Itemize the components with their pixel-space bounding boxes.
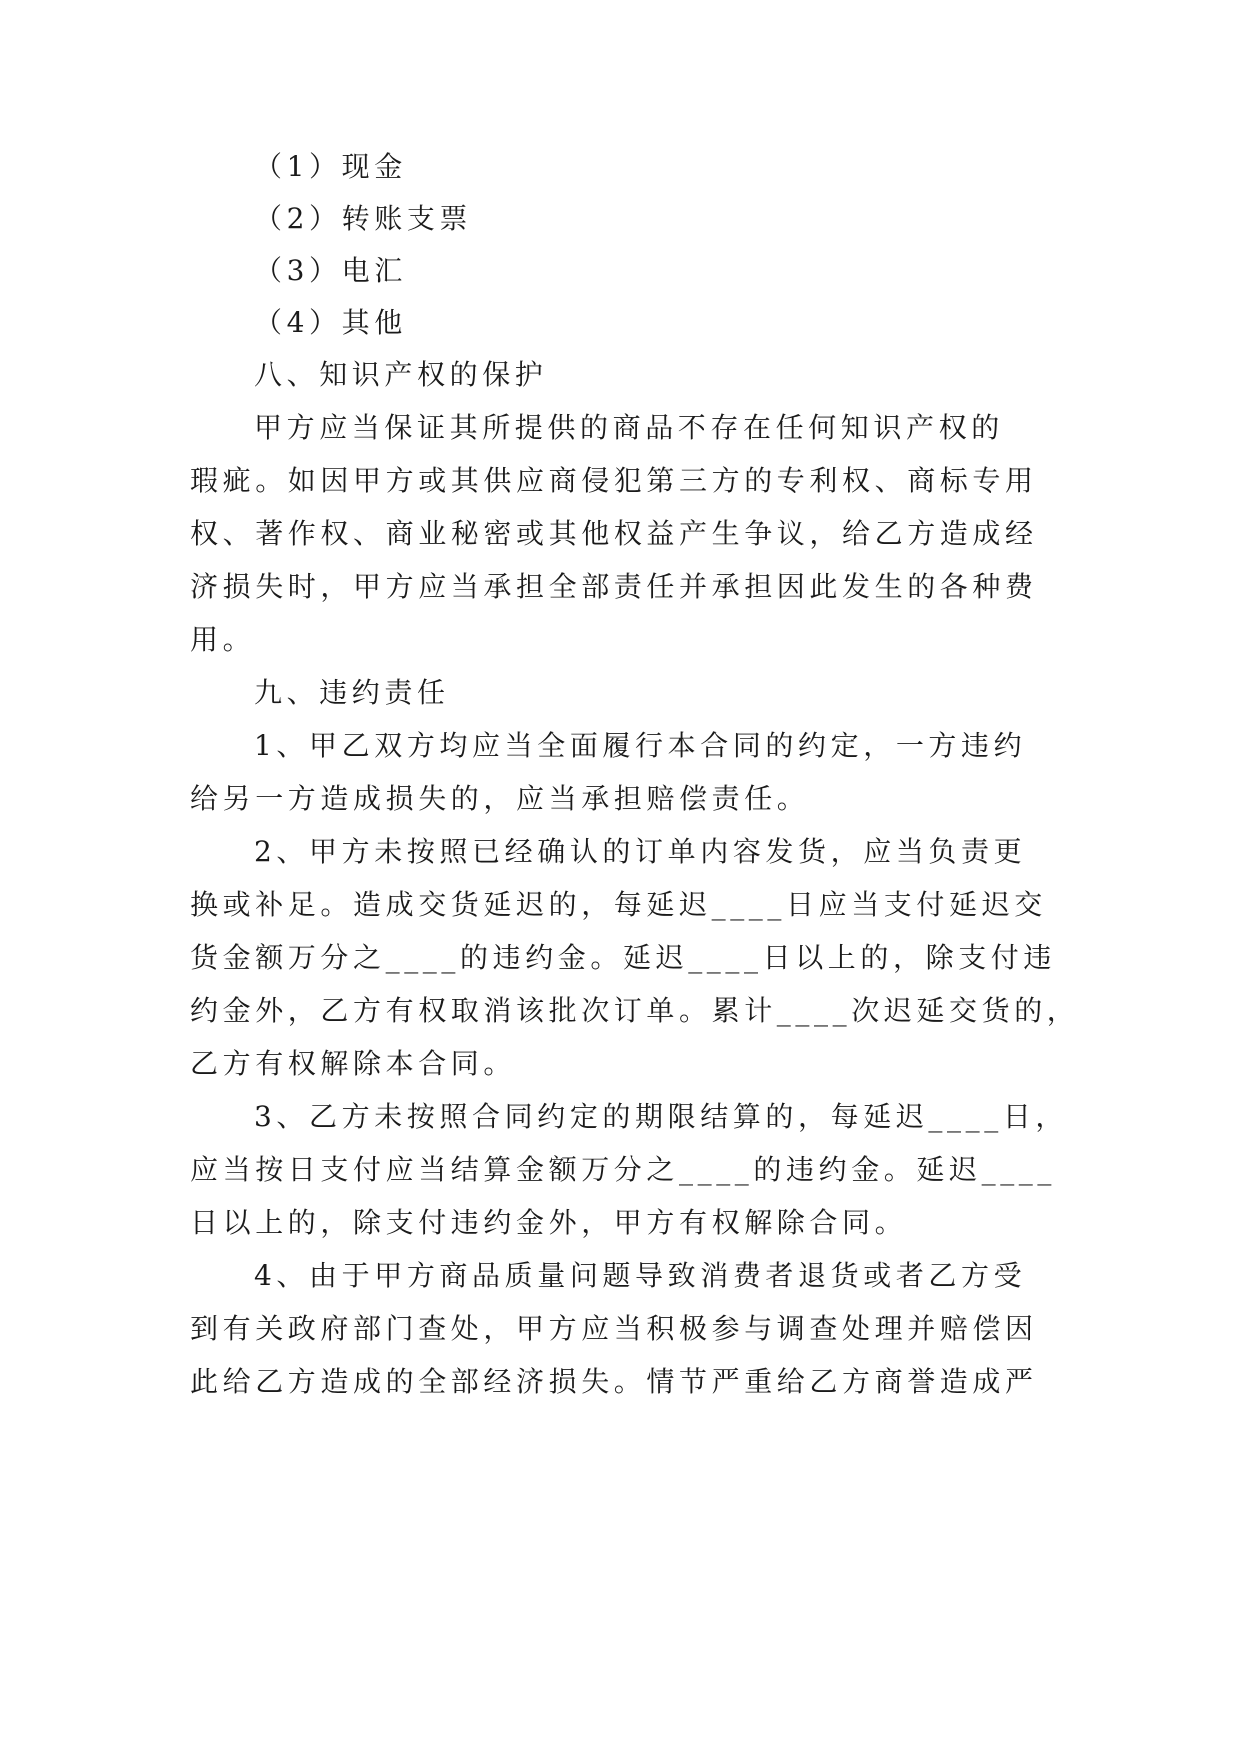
clause-4-line: 4、由于甲方商品质量问题导致消费者退货或者乙方受 — [254, 1259, 1027, 1292]
clause-2-line: 约金外，乙方有权取消该批次订单。累计____次迟延交货的， — [190, 994, 1080, 1027]
clause-2-line: 乙方有权解除本合同。 — [190, 1047, 517, 1080]
section-8-line: 瑕疵。如因甲方或其供应商侵犯第三方的专利权、商标专用 — [190, 464, 1038, 497]
clause-3-line: 应当按日支付应当结算金额万分之____的违约金。延迟____ — [190, 1153, 1057, 1186]
payment-method-4: （4）其他 — [254, 306, 407, 339]
section-8-heading: 八、知识产权的保护 — [254, 358, 548, 391]
clause-4-line: 到有关政府部门查处，甲方应当积极参与调查处理并赔偿因 — [190, 1312, 1038, 1345]
clause-2-line: 换或补足。造成交货延迟的，每延迟____日应当支付延迟交 — [190, 888, 1047, 921]
section-8-line: 权、著作权、商业秘密或其他权益产生争议，给乙方造成经 — [190, 517, 1038, 550]
clause-4-line: 此给乙方造成的全部经济损失。情节严重给乙方商誉造成严 — [190, 1365, 1038, 1398]
clause-2-line: 货金额万分之____的违约金。延迟____日以上的，除支付违 — [190, 941, 1057, 974]
clause-1-line: 1、甲乙双方均应当全面履行本合同的约定，一方违约 — [254, 729, 1027, 762]
section-8-line: 甲方应当保证其所提供的商品不存在任何知识产权的 — [254, 411, 1004, 444]
payment-method-1: （1）现金 — [254, 150, 407, 183]
payment-method-3: （3）电汇 — [254, 254, 407, 287]
section-9-heading: 九、违约责任 — [254, 676, 450, 709]
section-8-line: 用。 — [190, 623, 256, 656]
section-8-line: 济损失时，甲方应当承担全部责任并承担因此发生的各种费 — [190, 570, 1038, 603]
clause-2-line: 2、甲方未按照已经确认的订单内容发货，应当负责更 — [254, 835, 1027, 868]
clause-3-line: 3、乙方未按照合同约定的期限结算的，每延迟____日， — [254, 1100, 1069, 1133]
payment-method-2: （2）转账支票 — [254, 202, 473, 235]
clause-1-line: 给另一方造成损失的，应当承担赔偿责任。 — [190, 782, 810, 815]
clause-3-line: 日以上的，除支付违约金外，甲方有权解除合同。 — [190, 1206, 908, 1239]
